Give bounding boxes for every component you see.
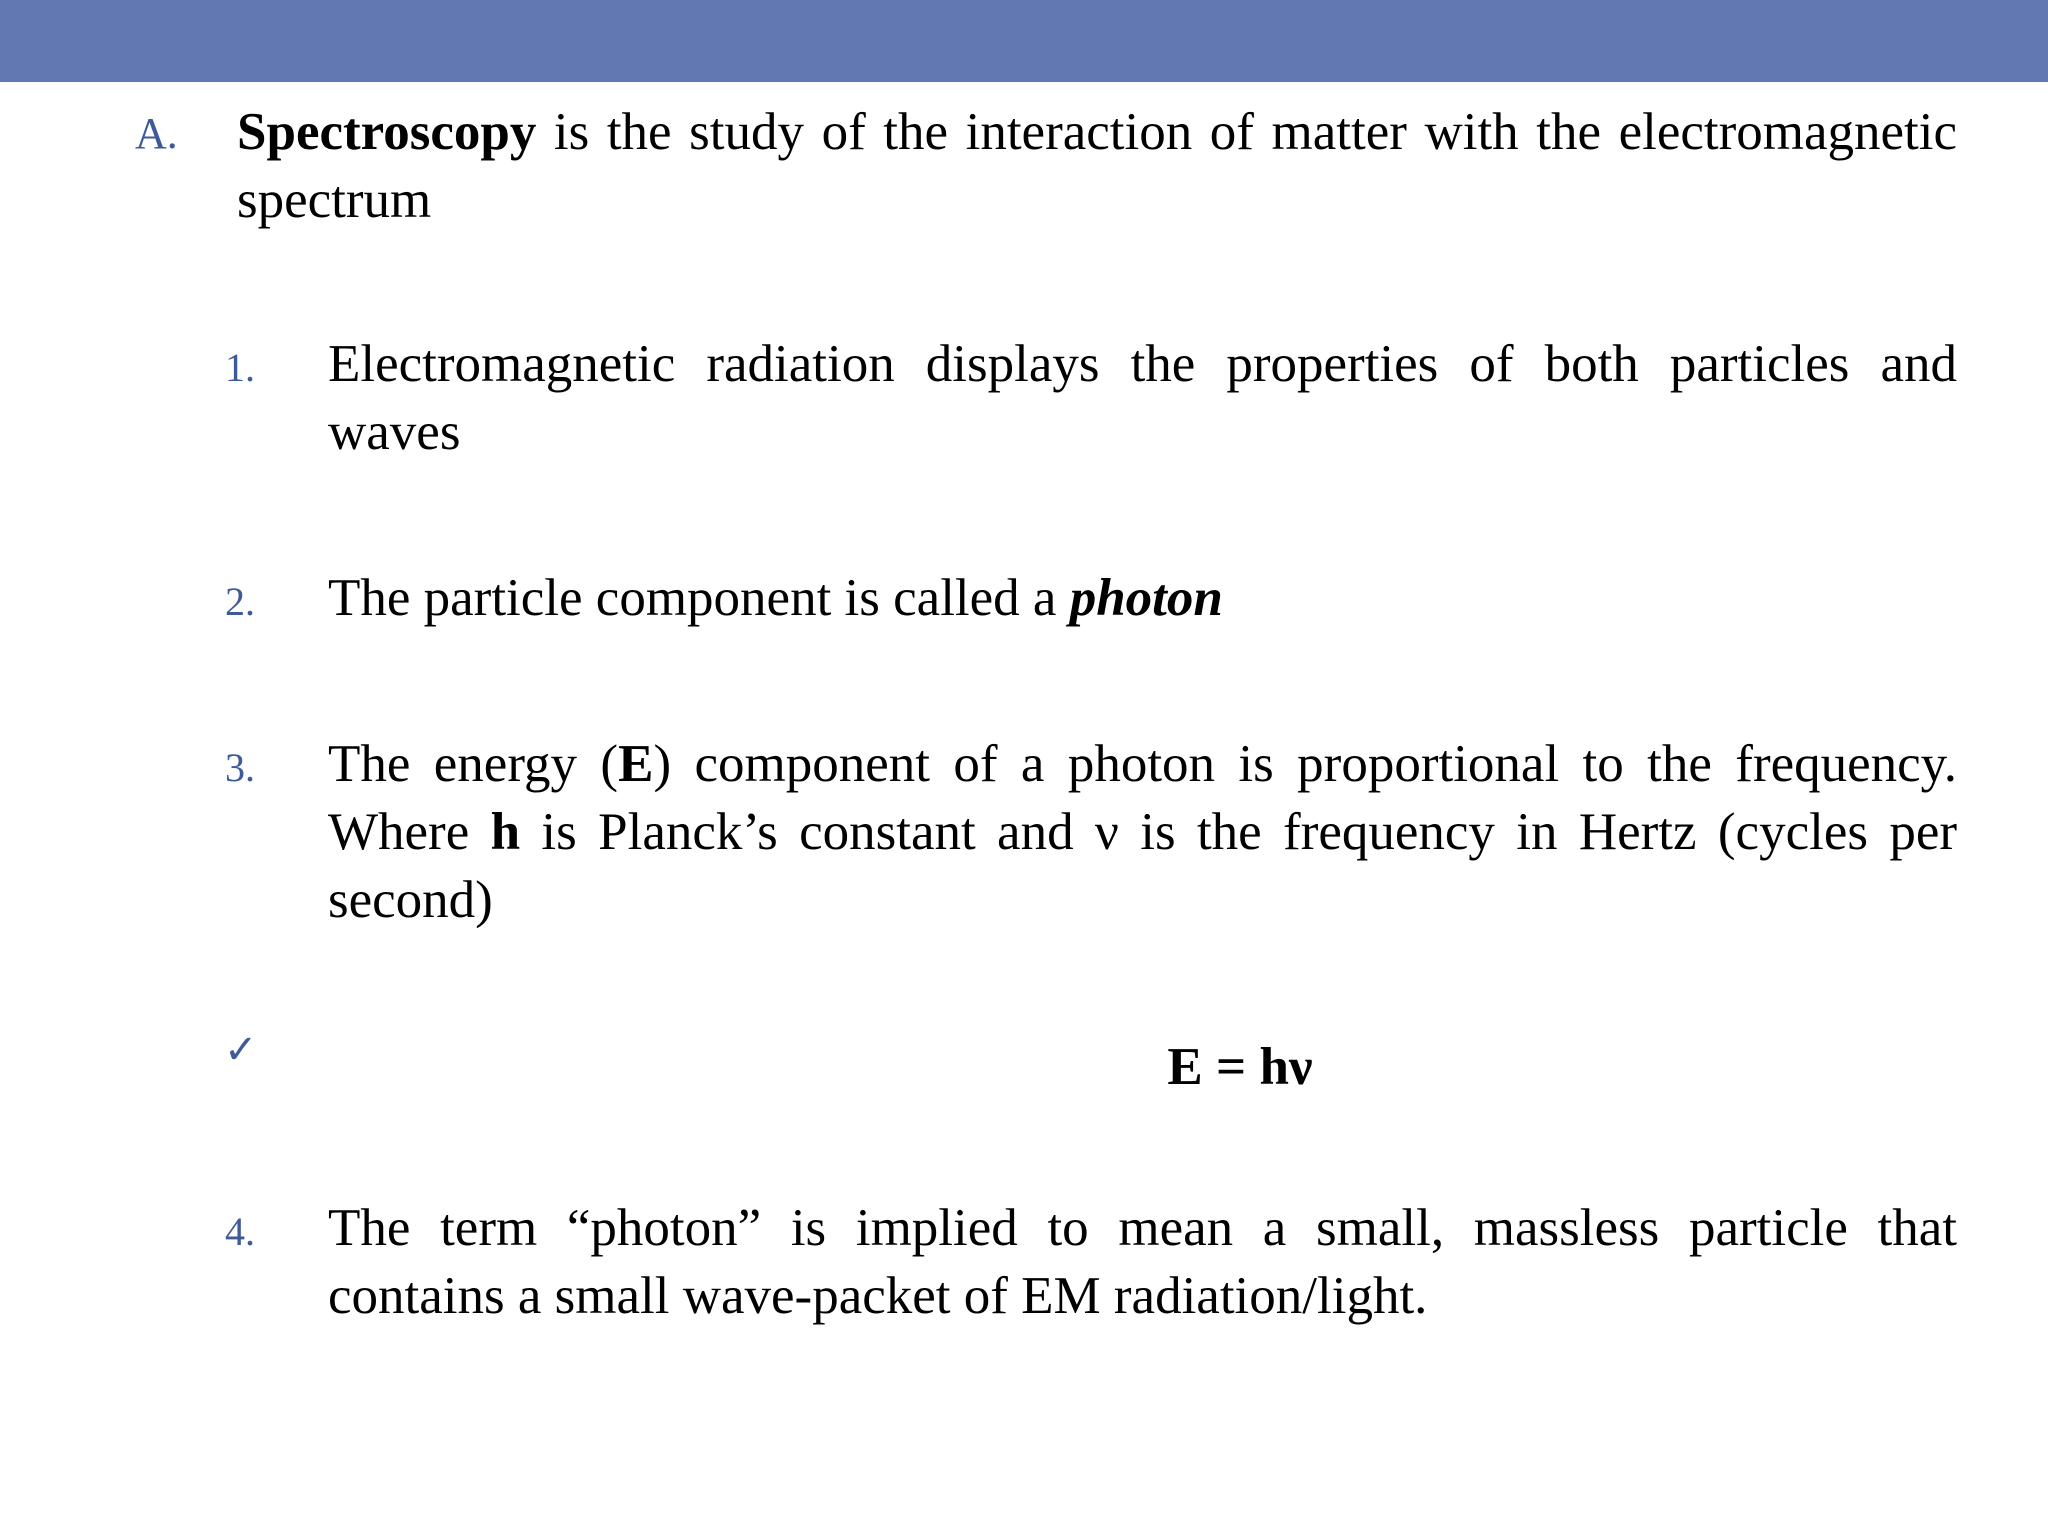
item-4-text: The term “photon” is implied to mean a small, massless particle that contains a small wave-packet of EM radiation/light. <box>328 1199 1957 1325</box>
item-3-part2: ) component of a photon is proportional to the frequency. Where <box>328 735 1957 861</box>
item-4-marker: 4. <box>225 1209 255 1254</box>
checkmark-icon: ✓ <box>224 1027 258 1073</box>
item-2-marker: 2. <box>225 579 255 624</box>
term-photon: photon <box>1069 569 1223 627</box>
symbol-h: h <box>490 803 521 861</box>
section-a-definition: is the study of the interaction of matter with the electromagnetic spectrum <box>237 103 1957 229</box>
item-3-part1: The energy ( <box>328 735 619 793</box>
item-3-marker: 3. <box>225 745 255 790</box>
symbol-e: E <box>618 735 654 793</box>
equation: E = hν <box>1167 1038 1313 1096</box>
item-3-part3: is Planck’s constant and ν is the frequency in Hertz (cycles per second) <box>328 803 1957 929</box>
item-2-lead: The particle component is called a <box>328 569 1070 627</box>
section-marker: A. <box>135 109 178 158</box>
term-spectroscopy: Spectroscopy <box>237 103 537 161</box>
item-3-text <box>328 730 1957 934</box>
item-2-text <box>328 564 1957 632</box>
section-a-text <box>237 98 1957 234</box>
item-1-marker: 1. <box>225 345 255 390</box>
item-1-text: Electromagnetic radiation displays the properties of both particles and waves <box>328 335 1957 461</box>
